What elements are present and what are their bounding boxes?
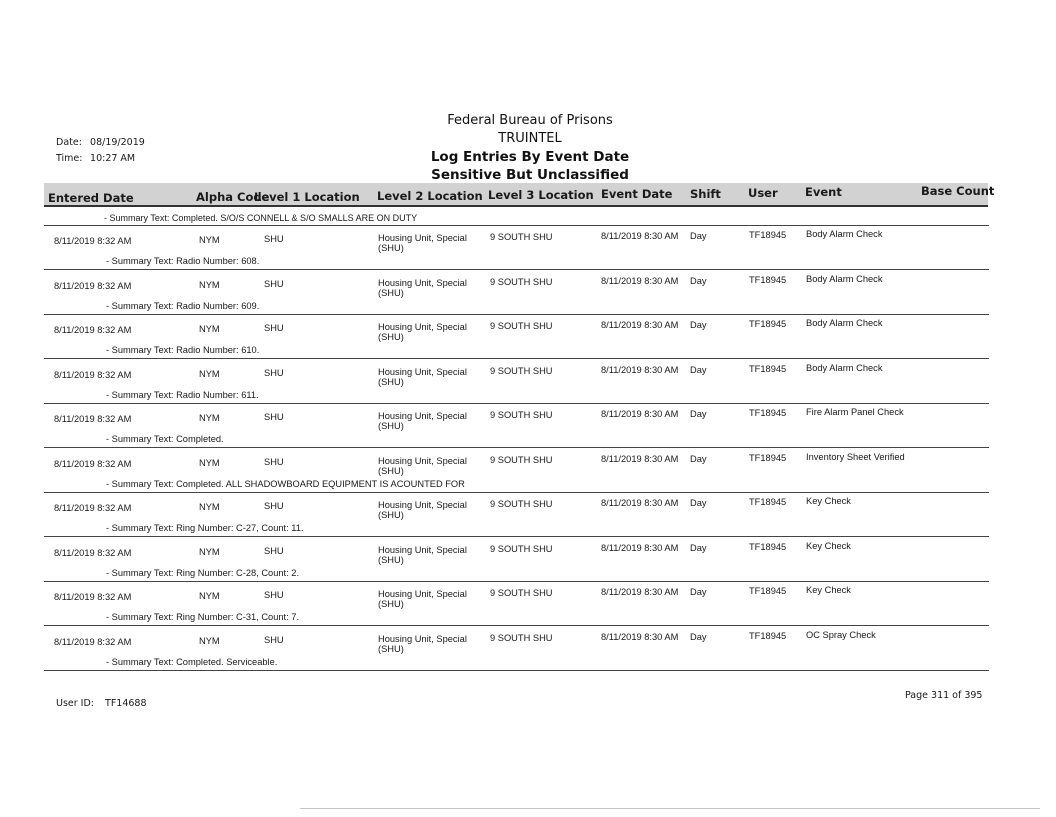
level2-location: Housing Unit, Special (SHU)	[378, 322, 467, 342]
alpha-code: NYM	[199, 502, 220, 512]
shift: Day	[690, 409, 707, 419]
level3-location: 9 SOUTH SHU	[490, 454, 553, 465]
shift: Day	[690, 275, 707, 286]
user: TF18945	[749, 363, 787, 374]
entered-date: 8/11/2019 8:32 AM	[54, 547, 132, 558]
divider	[44, 625, 989, 626]
shift: Day	[690, 231, 707, 241]
summary-text: - Summary Text: Completed.	[106, 434, 224, 444]
shift: Day	[690, 320, 707, 330]
alpha-code: NYM	[199, 635, 220, 646]
shift: Day	[690, 453, 707, 464]
divider	[44, 581, 989, 582]
system-title: TRUINTEL	[498, 131, 562, 146]
level3-location: 9 SOUTH SHU	[490, 321, 553, 331]
level2-location: Housing Unit, Special (SHU)	[378, 455, 467, 476]
level3-location: 9 SOUTH SHU	[490, 588, 553, 598]
level3-location: 9 SOUTH SHU	[490, 365, 553, 376]
event-date: 8/11/2019 8:30 AM	[601, 275, 679, 286]
summary-text: - Summary Text: Ring Number: C-28, Count: 2.	[106, 567, 300, 578]
report-title: Log Entries By Event Date	[430, 149, 630, 165]
col-base-count: Base Count	[921, 184, 995, 198]
scan-artifact-line	[300, 808, 1040, 809]
table-row	[44, 496, 994, 540]
level3-location: 9 SOUTH SHU	[490, 410, 553, 420]
divider	[44, 447, 989, 448]
entered-date: 8/11/2019 8:32 AM	[54, 503, 132, 513]
shift: Day	[690, 498, 707, 508]
entered-date: 8/11/2019 8:32 AM	[54, 414, 132, 424]
event-date: 8/11/2019 8:30 AM	[601, 409, 679, 419]
user: TF18945	[749, 586, 787, 596]
table-row	[44, 407, 994, 451]
table-row	[44, 274, 994, 318]
event: Body Alarm Check	[806, 229, 883, 239]
level3-location: 9 SOUTH SHU	[490, 543, 553, 554]
level3-location: 9 SOUTH SHU	[490, 632, 553, 643]
alpha-code: NYM	[199, 457, 220, 468]
alpha-code: NYM	[199, 324, 220, 334]
table-row	[44, 363, 994, 407]
level3-location: 9 SOUTH SHU	[490, 232, 553, 242]
entered-date: 8/11/2019 8:32 AM	[54, 236, 132, 246]
level2-location: Housing Unit, Special (SHU)	[378, 233, 467, 253]
col-user: User	[748, 186, 778, 200]
table-row	[44, 452, 994, 496]
user: TF18945	[749, 408, 787, 418]
level1-location: SHU	[264, 367, 284, 378]
level2-location: Housing Unit, Special (SHU)	[378, 411, 467, 431]
summary-text: - Summary Text: Radio Number: 609.	[106, 300, 260, 311]
level2-location: Housing Unit, Special (SHU)	[378, 544, 467, 565]
footer-user-id	[56, 698, 147, 709]
event-date: 8/11/2019 8:30 AM	[601, 453, 679, 464]
level2-location: Housing Unit, Special (SHU)	[378, 366, 467, 387]
level1-location: SHU	[264, 456, 284, 467]
alpha-code: NYM	[199, 368, 220, 379]
shift: Day	[690, 364, 707, 375]
user: TF18945	[749, 230, 787, 240]
event-date: 8/11/2019 8:30 AM	[601, 231, 679, 241]
divider	[44, 536, 989, 537]
alpha-code: NYM	[199, 591, 220, 601]
col-event: Event	[805, 185, 842, 199]
summary-text: - Summary Text: Ring Number: C-31, Count: 7.	[106, 612, 300, 622]
col-alpha-code: Alpha Code	[196, 190, 270, 204]
col-entered-date: Entered Date	[48, 191, 134, 205]
table-row	[44, 585, 994, 629]
user-id-value: TF14688	[105, 698, 147, 709]
level1-location: SHU	[264, 545, 284, 556]
col-event-date: Event Date	[601, 187, 673, 201]
table-row	[44, 318, 994, 362]
user: TF18945	[749, 274, 787, 285]
event-date: 8/11/2019 8:30 AM	[601, 498, 679, 508]
classification-title: Sensitive But Unclassified	[431, 167, 629, 183]
divider	[44, 225, 989, 226]
col-shift: Shift	[690, 187, 721, 201]
level2-location: Housing Unit, Special (SHU)	[378, 633, 467, 654]
level3-location: 9 SOUTH SHU	[490, 276, 553, 287]
divider	[44, 314, 989, 315]
divider	[44, 358, 989, 359]
table-header	[44, 183, 995, 207]
shift: Day	[690, 542, 707, 553]
divider	[44, 670, 989, 671]
summary-text: - Summary Text: Radio Number: 608.	[106, 256, 260, 266]
time-value: 10:27 AM	[90, 153, 136, 164]
time-label: Time:	[56, 153, 83, 164]
event: OC Spray Check	[806, 629, 876, 640]
user: TF18945	[749, 630, 787, 641]
level1-location: SHU	[264, 590, 284, 600]
table-row	[44, 541, 994, 585]
report-date	[56, 137, 145, 148]
summary-text: - Summary Text: Completed. Serviceable.	[106, 656, 278, 667]
event: Body Alarm Check	[806, 273, 883, 284]
event: Key Check	[806, 540, 851, 551]
event-date: 8/11/2019 8:30 AM	[601, 587, 679, 597]
level1-location: SHU	[264, 234, 284, 244]
col-level3-location: Level 3 Location	[488, 188, 594, 202]
entered-date: 8/11/2019 8:32 AM	[54, 369, 132, 380]
user: TF18945	[749, 541, 787, 552]
divider	[44, 269, 989, 270]
event-date: 8/11/2019 8:30 AM	[601, 542, 679, 553]
entered-date: 8/11/2019 8:32 AM	[54, 325, 132, 335]
carryover-summary: - Summary Text: Completed. S/O/S CONNELL & S/O SMALLS ARE ON DUTY	[104, 213, 418, 223]
agency-title: Federal Bureau of Prisons	[447, 113, 613, 128]
date-value: 08/19/2019	[90, 137, 145, 148]
event: Key Check	[806, 585, 851, 595]
col-level2-location: Level 2 Location	[377, 189, 483, 203]
table-row	[44, 630, 994, 674]
event: Inventory Sheet Verified	[806, 451, 905, 462]
summary-text: - Summary Text: Completed. ALL SHADOWBOARD EQUIPMENT IS ACOUNTED FOR	[106, 478, 465, 489]
entered-date: 8/11/2019 8:32 AM	[54, 458, 132, 469]
event-date: 8/11/2019 8:30 AM	[601, 631, 679, 642]
user: TF18945	[749, 497, 787, 507]
date-label: Date:	[56, 137, 82, 148]
alpha-code: NYM	[199, 279, 220, 290]
summary-text: - Summary Text: Radio Number: 610.	[106, 345, 260, 355]
table-row	[44, 229, 994, 273]
event: Fire Alarm Panel Check	[806, 407, 904, 417]
level2-location: Housing Unit, Special (SHU)	[378, 277, 467, 298]
divider	[44, 492, 989, 493]
user: TF18945	[749, 319, 787, 329]
shift: Day	[690, 631, 707, 642]
alpha-code: NYM	[199, 235, 220, 245]
alpha-code: NYM	[199, 413, 220, 423]
report-time	[56, 153, 135, 164]
divider	[44, 403, 989, 404]
shift: Day	[690, 587, 707, 597]
page-number: Page 311 of 395	[905, 690, 983, 701]
level1-location: SHU	[264, 634, 284, 645]
level3-location: 9 SOUTH SHU	[490, 499, 553, 509]
alpha-code: NYM	[199, 546, 220, 557]
level2-location: Housing Unit, Special (SHU)	[378, 500, 467, 520]
entered-date: 8/11/2019 8:32 AM	[54, 636, 132, 647]
event-date: 8/11/2019 8:30 AM	[601, 320, 679, 330]
entered-date: 8/11/2019 8:32 AM	[54, 280, 132, 291]
level1-location: SHU	[264, 323, 284, 333]
event: Body Alarm Check	[806, 318, 883, 328]
level1-location: SHU	[264, 501, 284, 511]
level2-location: Housing Unit, Special (SHU)	[378, 589, 467, 609]
level1-location: SHU	[264, 278, 284, 289]
event: Body Alarm Check	[806, 362, 883, 373]
summary-text: - Summary Text: Radio Number: 611.	[106, 389, 259, 400]
entered-date: 8/11/2019 8:32 AM	[54, 592, 132, 602]
user-id-label: User ID:	[56, 698, 94, 709]
user: TF18945	[749, 452, 787, 463]
summary-text: - Summary Text: Ring Number: C-27, Count: 11.	[106, 523, 304, 533]
event-date: 8/11/2019 8:30 AM	[601, 364, 679, 375]
level1-location: SHU	[264, 412, 284, 422]
col-level1-location: Level 1 Location	[254, 190, 360, 204]
event: Key Check	[806, 496, 851, 506]
